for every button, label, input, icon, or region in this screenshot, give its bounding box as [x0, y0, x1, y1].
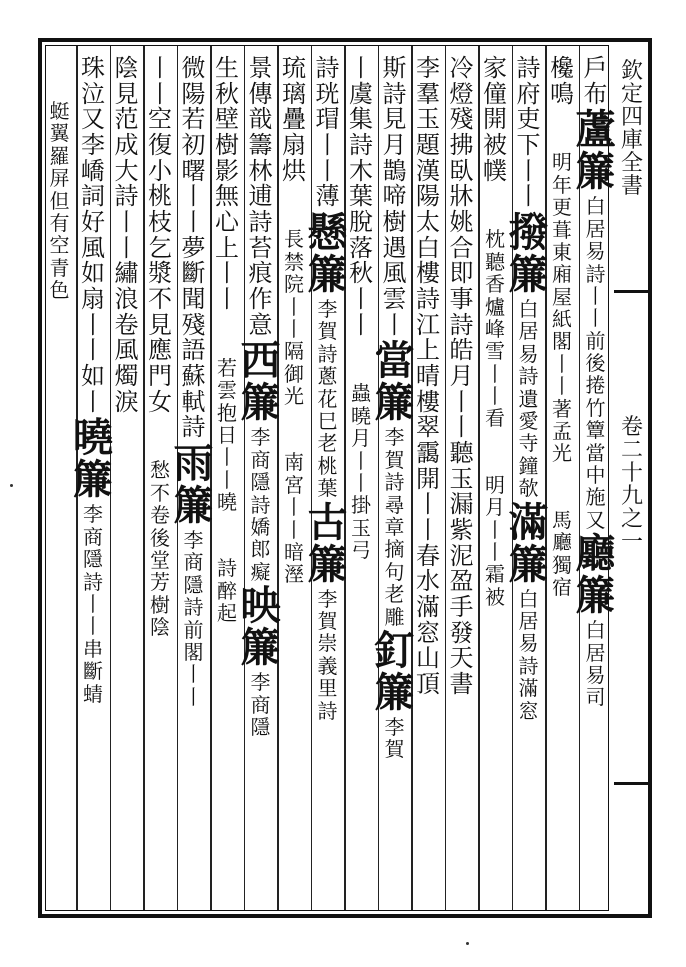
annotation-text: 白 居 易 詩 遺 愛 寺 鐘 欹: [518, 297, 539, 501]
annotation-text: 李 賀 詩 蔥 花 巳 老 桃 葉: [317, 297, 338, 501]
annotation-text: 白 居 易 詩 滿 窓: [518, 586, 539, 723]
entry-heading: 蘆 簾: [575, 106, 616, 196]
annotation-text: 李 賀 崇 義 里 詩: [317, 586, 338, 723]
annotation-text: 白 居 易 司: [585, 618, 606, 710]
annotation-text: 白 居 易 詩 丨 丨 前 後 捲 竹 簟 當 中 施 又: [585, 194, 606, 532]
body-text: 陰 見 范 成 大 詩 丨 丨 繡 浪 卷 風 燭 淚: [114, 54, 139, 416]
annotation-text: 李 商 隱: [250, 670, 271, 739]
entry-heading: 西 簾: [240, 337, 281, 427]
body-text: 微 陽 若 初 曙 丨 丨 夢 斷 聞 殘 語 蘇 軾 詩: [181, 54, 206, 442]
entry-heading: 釘 簾: [374, 626, 415, 716]
body-text: 生 秋 壁 樹 影 無 心 上 丨 丨: [215, 54, 239, 314]
annotation-text: 李 商 隱 詩 前 閣 丨 丨: [183, 528, 204, 709]
book-title: 欽 定 四 庫 全 書: [620, 59, 643, 200]
entry-heading: 廳 簾: [575, 530, 616, 620]
entry-heading: 映 簾: [240, 582, 281, 672]
text-column: [33, 56, 87, 906]
body-text: 詩 珖 瑁 丨 丨 薄: [315, 54, 340, 211]
entry-heading: 曉 簾: [73, 414, 113, 504]
body-text: 斯 詩 見 月 鵲 啼 樹 遇 風 雲 丨: [382, 54, 407, 339]
annotation-text: 李 商 隱 詩 丨 丨 串 斷 蜻: [83, 502, 103, 706]
body-text: 戶 布: [583, 54, 608, 108]
body-text: 丨 虞 集 詩 木 葉 脫 落 秋 丨 丨: [349, 54, 373, 339]
body-text: 家 僮 開 被 幞: [483, 54, 507, 185]
annotation-text: 長 禁 院 丨 丨 隔 御 光: [284, 227, 304, 409]
entry-heading: 懸 簾: [307, 209, 348, 299]
speck: [466, 942, 469, 945]
speck: [10, 484, 13, 487]
volume-number: 卷 二 十 九 之 一: [620, 415, 643, 556]
annotation-text: 明 月 丨 丨 霜 被: [485, 472, 505, 609]
annotation-text: 明 年 更 葺 東 廂 屋 紙 閣 丨 丨 著 孟 光: [552, 150, 572, 466]
annotation-text: 蜓 翼 羅 屏 但 有 空 青 色: [49, 99, 70, 303]
entry-heading: 雨 簾: [173, 440, 214, 530]
annotation-text: 詩 醉 起: [217, 556, 237, 626]
annotation-text: 枕 聽 香 爐 峰 雪 丨 丨 看: [485, 227, 505, 431]
entry-heading: 滿 簾: [508, 498, 549, 588]
entry-heading: 撥 簾: [508, 209, 549, 299]
annotation-text: 若 雲 抱 日 丨 丨 曉: [217, 355, 237, 515]
annotation-text: 李 賀 詩 尋 章 摘 句 老 雕: [384, 425, 405, 629]
body-text: 冷 燈 殘 拂 臥 牀 姚 合 即 事 詩 皓 月 丨 丨 聽 玉 漏 紫 泥 盈 手 發 天 書: [449, 54, 474, 699]
annotation-text: 李 賀: [384, 714, 405, 762]
entry-heading: 當 簾: [374, 337, 415, 427]
annotation-text: 馬 廳 獨 宿: [552, 507, 572, 599]
annotation-text: 蟲 曉 月 丨 丨 掛 玉 弓: [351, 381, 371, 563]
body-text: 琉 璃 疊 扇 烘: [282, 54, 306, 185]
body-text: 丨 丨 空 復 小 桃 枝 乞 漿 不 見 應 門 女: [148, 54, 172, 416]
body-text: 李 羣 玉 題 漢 陽 太 白 樓 詩 江 上 晴 樓 翠 靄 開 丨 丨 春 水 滿 窓 山 頂: [416, 54, 440, 699]
annotation-text: 南 宮 丨 丨 暗 溼: [284, 450, 304, 587]
entry-heading: 古 簾: [307, 498, 348, 588]
annotation-text: 愁 不 卷 後 堂 芳 樹 陰: [150, 458, 170, 640]
annotation-text: 李 商 隱 詩 嬌 郎 癡: [250, 425, 271, 584]
body-text: 景 傳 戠 籌 林 逋 詩 苔 痕 作 意: [248, 54, 273, 339]
body-text: 欃 鳴: [550, 54, 574, 108]
body-text: 珠 泣 又 李 嶠 詞 好 風 如 扇 丨 丨 如 丨: [81, 54, 105, 416]
body-text: 詩 府 吏 下 丨 丨: [516, 54, 541, 211]
